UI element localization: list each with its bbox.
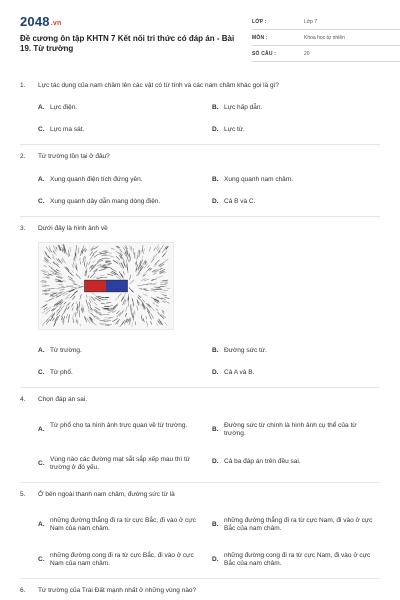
option-text: những đường thẳng đi ra từ cực Bắc, đi vào ở cực Nam của nam châm. (50, 517, 196, 532)
question-number: 1. (20, 82, 26, 89)
option-letter: B. (212, 347, 219, 354)
option-letter: A. (38, 347, 45, 354)
meta-key: MÔN : (252, 35, 268, 41)
option-text: Xung quanh nam châm. (224, 176, 294, 183)
question-2 (20, 153, 380, 163)
option-text: Cả A và B. (224, 369, 255, 376)
question-stem (20, 587, 380, 597)
option-letter: B. (212, 521, 219, 528)
option-letter: C. (38, 198, 45, 205)
question-number: 2. (20, 153, 26, 160)
question-divider (20, 482, 380, 483)
meta-row-subject (252, 30, 400, 46)
option-letter: B. (212, 176, 219, 183)
option-text: Từ phổ cho ta hình ảnh trực quan về từ trường. (50, 422, 188, 429)
option-text: Vùng nào các đường mạt sắt sắp xếp mau thì từ trường ở đó yếu. (50, 456, 191, 471)
option-text: Đường sức từ. (224, 347, 267, 354)
question-4 (20, 396, 380, 406)
option-text: những đường thẳng đi ra từ cực Nam, đi vào ở cực Bắc của nam châm. (224, 517, 373, 532)
meta-row-count (252, 46, 400, 62)
question-text: Chọn đáp án sai. (38, 396, 88, 403)
question-stem (20, 82, 380, 92)
question-stem (20, 396, 380, 406)
option-text: Từ phổ. (50, 369, 73, 376)
option-letter: D. (212, 369, 219, 376)
option-letter: D. (212, 126, 219, 133)
option-text: những đường cong đi ra từ cực Nam, đi vào ở cực Bắc của nam châm. (224, 552, 371, 567)
option-text: Đường sức từ chính là hình ảnh cụ thể của từ trường. (224, 422, 357, 437)
option-text: Lực từ. (224, 126, 245, 133)
question-divider (20, 578, 380, 579)
option-text: Xung quanh điện tích đứng yên. (50, 176, 143, 183)
question-stem (20, 153, 380, 163)
option-text: Lực ma sát. (50, 126, 85, 133)
option-letter: C. (38, 369, 45, 376)
question-5 (20, 491, 380, 501)
site-logo[interactable] (20, 14, 61, 29)
option-letter: A. (38, 104, 45, 111)
option-letter: C. (38, 556, 45, 563)
question-number: 3. (20, 225, 26, 232)
option-text: Từ trường. (50, 347, 82, 354)
question-stem (20, 491, 380, 501)
bar-magnet-icon (85, 280, 128, 292)
question-text: Từ trường của Trái Đất mạnh nhất ở những vùng nào? (38, 587, 197, 594)
magnet-iron-filings-image (38, 242, 174, 330)
question-text: Ở bên ngoài thanh nam châm, đường sức từ là (38, 491, 175, 498)
meta-value: 20 (304, 51, 310, 57)
page-header (20, 14, 382, 66)
meta-row-class (252, 14, 400, 30)
option-letter: D. (212, 556, 219, 563)
document-title: Đề cương ôn tập KHTN 7 Kết nối tri thức có đáp án - Bài 19. Từ trường (20, 34, 235, 53)
logo-suffix-text: .vn (50, 20, 62, 27)
meta-value: Khoa học tự nhiên (304, 35, 345, 41)
option-letter: D. (212, 458, 219, 465)
question-divider (20, 387, 380, 388)
question-stem (20, 225, 380, 235)
option-letter: B. (212, 426, 219, 433)
option-letter: A. (38, 426, 45, 433)
question-number: 5. (20, 491, 26, 498)
question-1 (20, 82, 380, 92)
meta-value: Lớp 7 (304, 19, 318, 25)
question-text: Dưới đây là hình ảnh về (38, 225, 108, 232)
question-text: Từ trường tồn tại ở đâu? (38, 153, 110, 160)
option-letter: A. (38, 521, 45, 528)
question-number: 6. (20, 587, 26, 594)
question-divider (20, 144, 380, 145)
option-letter: D. (212, 198, 219, 205)
question-3 (20, 225, 380, 235)
option-letter: C. (38, 126, 45, 133)
option-text: Lực điện. (50, 104, 78, 111)
option-letter: C. (38, 460, 45, 467)
option-letter: B. (212, 104, 219, 111)
question-6 (20, 587, 380, 597)
option-text: Lực hấp dẫn. (224, 104, 263, 111)
question-number: 4. (20, 396, 26, 403)
meta-key: LỚP : (252, 19, 267, 25)
option-letter: A. (38, 176, 45, 183)
question-text: Lực tác dụng của nam châm lên các vật có từ tính và các nam châm khác gọi là gì? (38, 82, 280, 89)
logo-main-text: 2048 (20, 14, 50, 29)
document-meta (252, 14, 400, 62)
question-divider (20, 216, 380, 217)
meta-key: SỐ CÂU : (252, 51, 277, 57)
option-text: Cả ba đáp án trên đều sai. (224, 458, 301, 465)
option-text: những đường cong đi ra từ cực Bắc, đi vào ở cực Nam của nam châm. (50, 552, 194, 567)
option-text: Xung quanh dây dẫn mang dòng điện. (50, 198, 161, 205)
option-text: Cả B và C. (224, 198, 256, 205)
